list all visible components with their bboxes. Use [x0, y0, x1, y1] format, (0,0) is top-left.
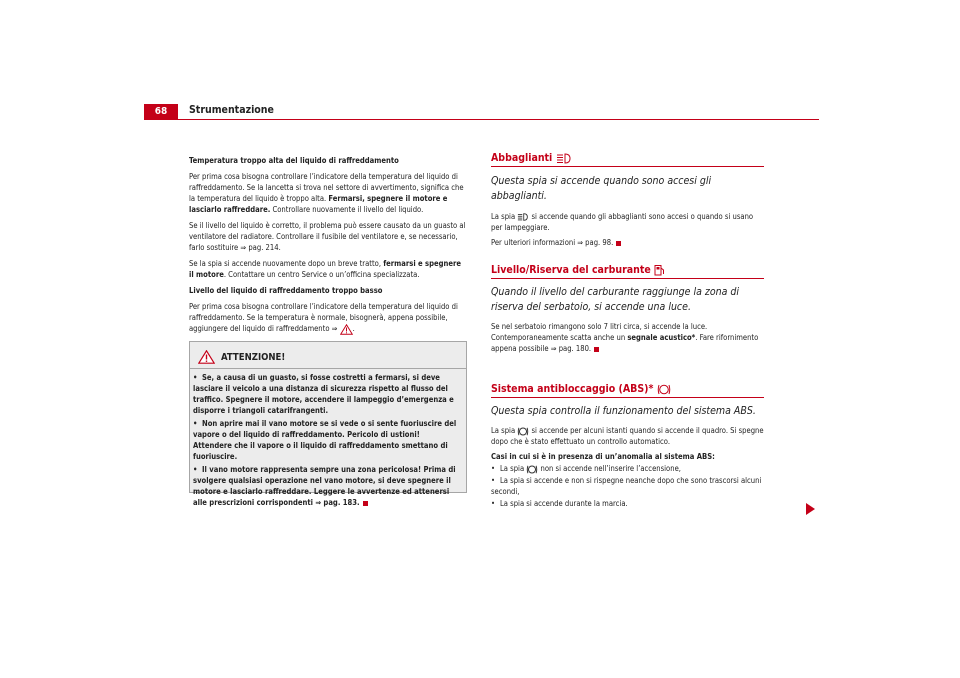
section-carburante — [491, 264, 764, 358]
warning-list — [193, 372, 460, 510]
list-item: • La spia non si accende nell’inserire l’accensione, — [491, 464, 681, 473]
section-title: Sistema antibloccaggio (ABS)* — [491, 383, 764, 395]
abs-icon — [526, 465, 538, 474]
header-rule — [144, 119, 819, 120]
end-mark-icon — [363, 501, 368, 506]
section-lead: Questa spia controlla il funzionamento del sistema ABS. — [491, 405, 756, 417]
paragraph-level: Per prima cosa bisogna controllare l’indicatore della temperatura del liquido di raffreddamento. Se la temperatura è normale, bisognerà, appena possibile, aggiungere del liquido di raffreddamento ⇒ . — [189, 302, 458, 333]
section-rule — [491, 397, 764, 398]
section-lead: Questa spia si accende quando sono accesi gli abbaglianti. — [491, 175, 712, 202]
paragraph: La spia si accende per alcuni istanti quando si accende il quadro. Si spegne dopo che è stato effettuato un controllo automatico. — [491, 426, 764, 446]
abs-icon — [517, 427, 529, 436]
abs-icon — [657, 384, 671, 395]
section-abs — [491, 383, 764, 509]
warning-title: ATTENZIONE! — [221, 351, 286, 363]
left-column — [189, 155, 467, 340]
list-item: • La spia si accende e non si rispegne neanche dopo che sono trascorsi alcuni secondi, — [491, 476, 762, 496]
paragraph-fan: Se il livello del liquido è corretto, il problema può essere causato da un guasto al ventilatore del radiatore. Controllare il fusibile del ventilatore e, se necessario, farlo sostituire ⇒ pag. 214. — [189, 221, 466, 252]
subheading-level: Livello del liquido di raffreddamento troppo basso — [189, 286, 383, 295]
paragraph: Per ulteriori informazioni ⇒ pag. 98. — [491, 237, 764, 248]
section-rule — [491, 166, 764, 167]
page-title: Strumentazione — [189, 104, 274, 116]
subheading-temperature: Temperatura troppo alta del liquido di raffreddamento — [189, 156, 399, 165]
high-beam-icon — [556, 153, 572, 164]
next-page-arrow-icon[interactable] — [806, 503, 815, 515]
list-item: • La spia si accende durante la marcia. — [491, 499, 628, 508]
section-rule — [491, 278, 764, 279]
paragraph: Se nel serbatoio rimangono solo 7 litri circa, si accende la luce. Contemporaneamente scatta anche un segnale acustico*. Fare rifornimento appena possibile ⇒ pag. 180. — [491, 322, 759, 353]
warning-triangle-icon — [340, 324, 353, 335]
section-lead: Quando il livello del carburante raggiunge la zona di riserva del serbatoio, si accende una luce. — [491, 286, 739, 313]
end-mark-icon — [616, 241, 621, 246]
high-beam-icon — [517, 213, 529, 221]
paragraph-temperature: Per prima cosa bisogna controllare l’indicatore della temperatura del liquido di raffreddamento. Se la lancetta si trova nel settore di avvertimento, significa che la temperatura del liquido è troppo alta. Fermarsi, spegnere il motore e lasciarlo raffreddare. Controllare nuovamente il livello del liquido. — [189, 172, 464, 214]
warning-item: • Il vano motore rappresenta sempre una zona pericolosa! Prima di svolgere qualsiasi operazione nel vano motore, si deve spegnere il motore e lasciarlo raffreddare. Leggere le avvertenze ed attenersi alle prescrizioni corrispondenti ⇒ pag. 183. — [193, 465, 456, 507]
section-title: Abbaglianti — [491, 152, 764, 164]
page-number: 68 — [144, 104, 178, 119]
paragraph: La spia si accende quando gli abbaglianti sono accesi o quando si usano per lampeggiare. — [491, 212, 754, 232]
warning-triangle-icon — [198, 350, 215, 364]
warning-item: • Non aprire mai il vano motore se si vede o si sente fuoriuscire del vapore o del liquido di raffreddamento. Pericolo di ustioni! Attendere che il vapore o il liquido di raffreddamento smettano di fuoriuscire. — [193, 419, 457, 461]
section-title: Livello/Riserva del carburante — [491, 264, 764, 276]
warning-box — [189, 341, 467, 507]
subheading: Casi in cui si è in presenza di un’anomalia al sistema ABS: — [491, 452, 715, 461]
paragraph-light-again: Se la spia si accende nuovamente dopo un breve tratto, fermarsi e spegnere il motore. Contattare un centro Service o un’officina specializzata. — [189, 259, 462, 279]
section-abbaglianti — [491, 152, 764, 252]
fuel-pump-icon — [654, 264, 665, 276]
warning-divider — [190, 368, 466, 369]
end-mark-icon — [594, 347, 599, 352]
warning-item: • Se, a causa di un guasto, si fosse costretti a fermarsi, si deve lasciare il veicolo a una distanza di sicurezza rispetto al flusso del traffico. Spegnere il motore, accendere il lampeggio d’emergenza e disporre i triangoli catarifrangenti. — [193, 373, 454, 415]
